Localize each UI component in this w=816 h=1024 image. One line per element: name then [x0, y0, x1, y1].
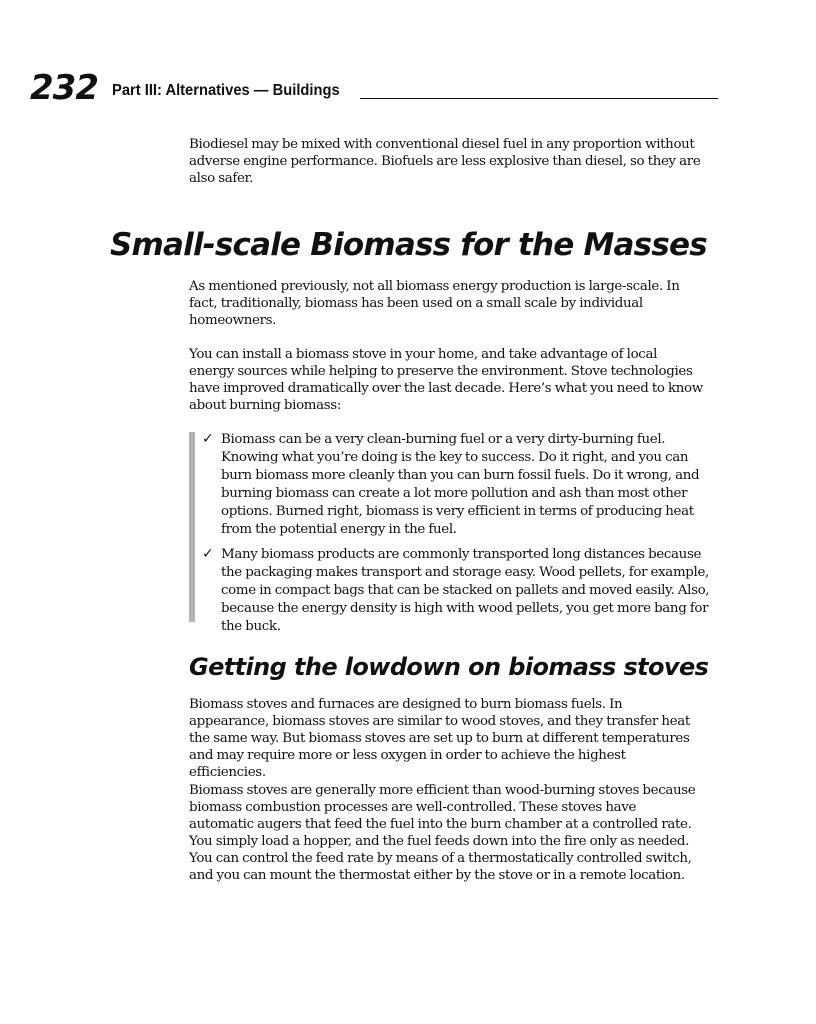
page-header — [30, 68, 720, 108]
checkmark-icon: ✓ — [202, 546, 214, 562]
page-number: 232 — [30, 68, 98, 108]
bullet-list — [202, 430, 712, 642]
header-rule — [360, 98, 718, 99]
intro-paragraph: Biodiesel may be mixed with conventional diesel fuel in any proportion without adverse engine performance. Biofuels are less explosive than diesel, so they are also safer. — [189, 137, 701, 186]
section-heading: Small-scale Biomass for the Masses — [110, 227, 707, 263]
section-paragraph-2: You can install a biomass stove in your home, and take advantage of local energy sources while helping to preserve the environment. Stove technologies have improved dramatically over the last decade. Here’s what you need to know about burning biomass: — [189, 347, 703, 413]
list-item — [202, 430, 712, 538]
subsection-heading: Getting the lowdown on biomass stoves — [189, 653, 709, 681]
bullet-text-1: Biomass can be a very clean-burning fuel or a very dirty-burning fuel. Knowing what you’re doing is the key to success. Do it right, and you can burn biomass more cleanly than you can burn fossil fuels. Do it wrong, and burning biomass can create a lot more pollution and ash than most other options. Burned right, biomass is very efficient in terms of producing heat from the potential energy in the fuel. — [221, 432, 700, 537]
subsection-paragraph-1: Biomass stoves and furnaces are designed to burn biomass fuels. In appearance, biomass stoves are similar to wood stoves, and they transfer heat the same way. But biomass stoves are set up to burn at different temperatures and may require more or less oxygen in order to achieve the highest efficiencies. — [189, 697, 690, 780]
subsection-paragraph-2: Biomass stoves are generally more efficient than wood-burning stoves because biomass combustion processes are well-controlled. These stoves have automatic augers that feed the fuel into the burn chamber at a controlled rate. You simply load a hopper, and the fuel feeds down into the fire only as needed. You can control the feed rate by means of a thermostatically controlled switch, and you can mount the thermostat either by the stove or in a remote location. — [189, 783, 696, 883]
bullet-text-2: Many biomass products are commonly transported long distances because the packaging makes transport and storage easy. Wood pellets, for example, come in compact bags that can be stacked on pallets and moved easily. Also, because the energy density is high with wood pellets, you get more bang for the buck. — [221, 547, 710, 634]
checkmark-icon: ✓ — [202, 431, 214, 447]
list-item — [202, 545, 712, 635]
section-paragraph-1: As mentioned previously, not all biomass energy production is large-scale. In fact, traditionally, biomass has been used on a small scale by individual homeowners. — [189, 279, 680, 328]
bullet-list-bar — [189, 432, 195, 622]
running-head: Part III: Alternatives — Buildings — [112, 82, 340, 99]
